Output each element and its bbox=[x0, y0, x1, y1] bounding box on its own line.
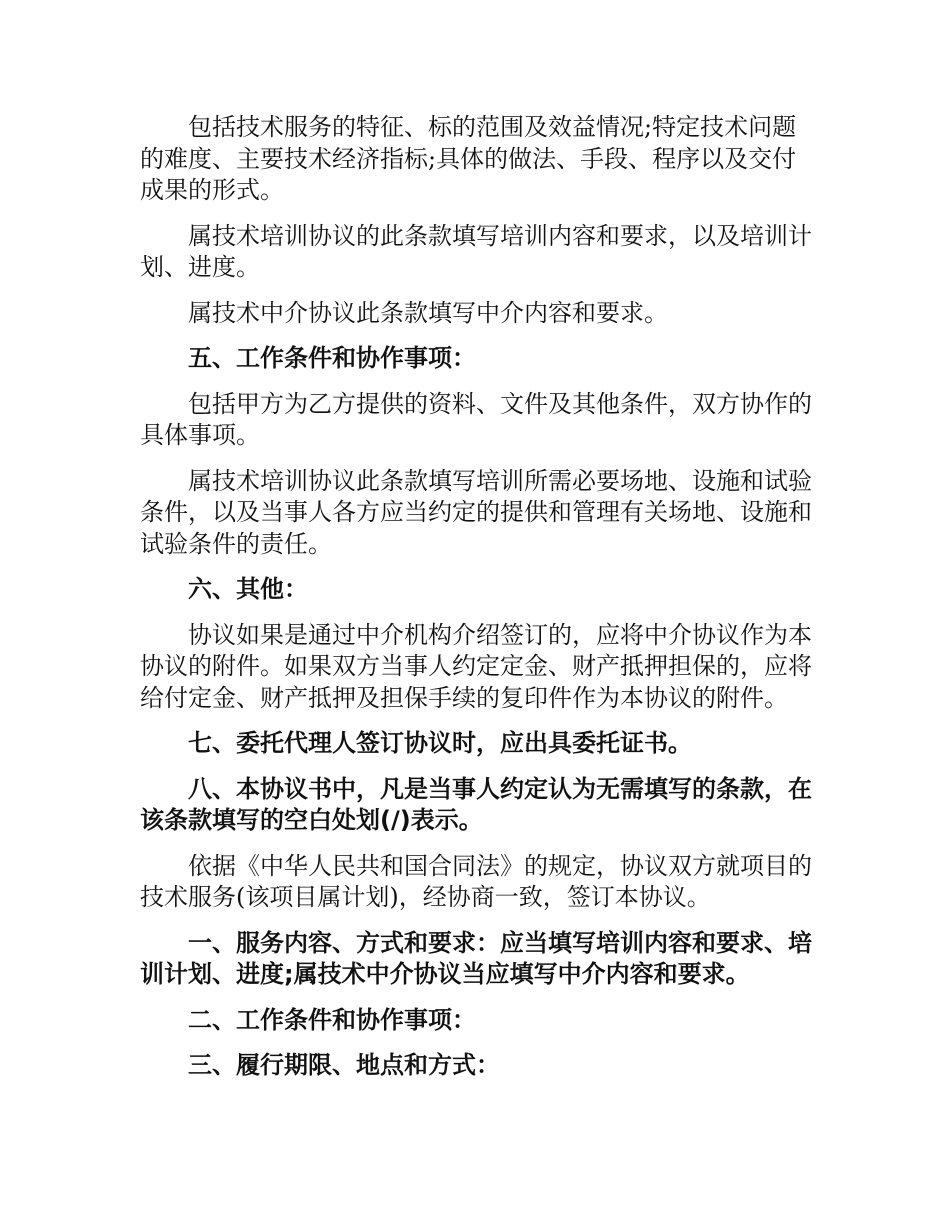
paragraph-training-content: 属技术培训协议的此条款填写培训内容和要求，以及培训计划、进度。 bbox=[140, 221, 812, 281]
paragraph-intermediary-content: 属技术中介协议此条款填写中介内容和要求。 bbox=[188, 298, 668, 327]
paragraph-materials-provided: 包括甲方为乙方提供的资料、文件及其他条件，双方协作的具体事项。 bbox=[140, 389, 812, 449]
paragraph-service-features: 包括技术服务的特征、标的范围及效益情况;特定技术问题的难度、主要技术经济指标;具体的做法、手段、程序以及交付成果的形式。 bbox=[140, 113, 797, 204]
document-page bbox=[140, 112, 812, 1096]
heading-section-7: 七、委托代理人签订协议时，应出具委托证书。 bbox=[188, 729, 692, 757]
heading-section-8: 八、本协议书中，凡是当事人约定认为无需填写的条款，在该条款填写的空白处划(/)表示。 bbox=[140, 774, 812, 834]
heading-work-conditions: 二、工作条件和协作事项： bbox=[188, 1005, 476, 1034]
heading-section-5: 五、工作条件和协作事项： bbox=[188, 344, 476, 372]
paragraph-attachments: 协议如果是通过中介机构介绍签订的，应将中介协议作为本协议的附件。如果双方当事人约定定金、财产抵押担保的，应将给付定金、财产抵押及担保手续的复印件作为本协议的附件。 bbox=[140, 620, 812, 712]
heading-performance-terms: 三、履行期限、地点和方式： bbox=[188, 1051, 500, 1079]
heading-section-6: 六、其他： bbox=[188, 575, 308, 603]
heading-service-content: 一、服务内容、方式和要求：应当填写培训内容和要求、培训计划、进度;属技术中介协议当应填写中介内容和要求。 bbox=[140, 928, 812, 988]
paragraph-legal-basis: 依据《中华人民共和国合同法》的规定，协议双方就项目的技术服务(该项目属计划)，经协商一致，签订本协议。 bbox=[140, 851, 812, 911]
paragraph-training-facilities: 属技术培训协议此条款填写培训所需必要场地、设施和试验条件，以及当事人各方应当约定的提供和管理有关场地、设施和试验条件的责任。 bbox=[140, 466, 812, 558]
